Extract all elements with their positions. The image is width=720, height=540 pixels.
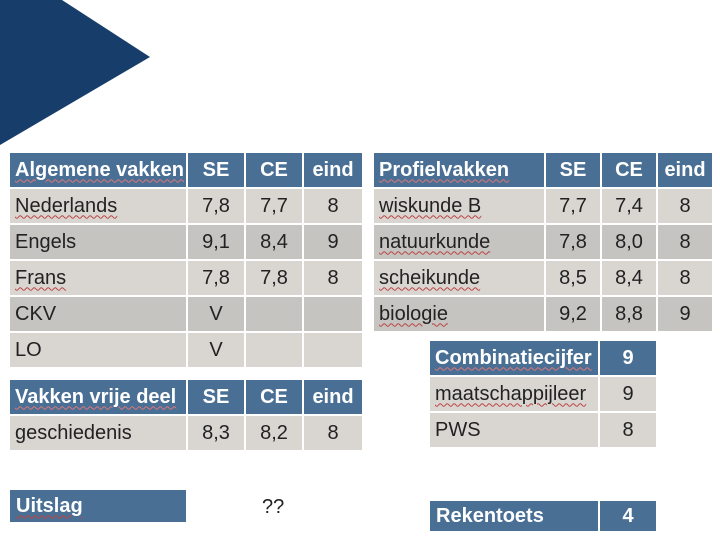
grade-cell: 8 bbox=[658, 225, 712, 259]
general-subjects-table bbox=[8, 151, 364, 369]
grade-cell: 9 bbox=[658, 297, 712, 331]
column-header: eind bbox=[304, 380, 362, 414]
table-row bbox=[10, 297, 362, 331]
result-label: Uitslag bbox=[16, 494, 83, 517]
grade-cell: 7,7 bbox=[546, 189, 600, 223]
grade-cell: 8,4 bbox=[246, 225, 302, 259]
grade-cell: 8 bbox=[304, 261, 362, 295]
grade-cell: 9 bbox=[304, 225, 362, 259]
table-row bbox=[374, 225, 712, 259]
math-test-label: Rekentoets bbox=[436, 504, 544, 527]
column-header: eind bbox=[658, 153, 712, 187]
table-header-row bbox=[10, 153, 362, 187]
subject-cell: natuurkunde bbox=[374, 225, 544, 259]
grade-cell bbox=[246, 297, 302, 331]
result-value: ?? bbox=[262, 495, 285, 518]
subject-cell: Frans bbox=[10, 261, 186, 295]
column-header: Combinatiecijfer bbox=[430, 341, 598, 375]
table-header-row bbox=[10, 380, 362, 414]
grade-cell: 8 bbox=[658, 261, 712, 295]
corner-decoration bbox=[0, 0, 160, 150]
column-header: CE bbox=[246, 380, 302, 414]
profile-subjects-table bbox=[372, 151, 714, 333]
grade-cell: 7,7 bbox=[246, 189, 302, 223]
column-header: SE bbox=[546, 153, 600, 187]
grade-cell bbox=[304, 297, 362, 331]
free-subjects-table bbox=[8, 378, 364, 452]
column-header: 9 bbox=[600, 341, 656, 375]
grade-cell: V bbox=[188, 297, 244, 331]
subject-cell: PWS bbox=[430, 413, 598, 447]
grade-cell: 7,8 bbox=[246, 261, 302, 295]
table-row bbox=[10, 225, 362, 259]
grade-cell: 8,5 bbox=[546, 261, 600, 295]
column-header: Profielvakken bbox=[374, 153, 544, 187]
subject-cell: CKV bbox=[10, 297, 186, 331]
grade-cell: 8,4 bbox=[602, 261, 656, 295]
grade-cell: V bbox=[188, 333, 244, 367]
table-row bbox=[10, 261, 362, 295]
grade-cell bbox=[304, 333, 362, 367]
table-row bbox=[374, 261, 712, 295]
table-row bbox=[10, 416, 362, 450]
grade-cell: 7,8 bbox=[546, 225, 600, 259]
subject-cell: geschiedenis bbox=[10, 416, 186, 450]
column-header: SE bbox=[188, 153, 244, 187]
table-row bbox=[374, 297, 712, 331]
column-header: Vakken vrije deel bbox=[10, 380, 186, 414]
math-test-label-bar bbox=[430, 501, 598, 531]
grade-cell: 8,8 bbox=[602, 297, 656, 331]
grade-cell: 8 bbox=[600, 413, 656, 447]
grade-cell: 8,0 bbox=[602, 225, 656, 259]
table-row bbox=[430, 377, 656, 411]
combination-grade-table bbox=[428, 339, 658, 449]
column-header: Algemene vakken bbox=[10, 153, 186, 187]
subject-cell: scheikunde bbox=[374, 261, 544, 295]
grade-cell: 9,1 bbox=[188, 225, 244, 259]
subject-cell: Nederlands bbox=[10, 189, 186, 223]
table-row bbox=[374, 189, 712, 223]
subject-cell: Engels bbox=[10, 225, 186, 259]
subject-cell: maatschappijleer bbox=[430, 377, 598, 411]
column-header: eind bbox=[304, 153, 362, 187]
table-header-row bbox=[374, 153, 712, 187]
grade-cell: 8,3 bbox=[188, 416, 244, 450]
column-header: SE bbox=[188, 380, 244, 414]
table-row bbox=[430, 413, 656, 447]
subject-cell: wiskunde B bbox=[374, 189, 544, 223]
grade-cell: 9 bbox=[600, 377, 656, 411]
table-row bbox=[10, 333, 362, 367]
grade-cell: 9,2 bbox=[546, 297, 600, 331]
grade-cell bbox=[246, 333, 302, 367]
column-header: CE bbox=[246, 153, 302, 187]
subject-cell: LO bbox=[10, 333, 186, 367]
grade-cell: 8,2 bbox=[246, 416, 302, 450]
result-label-bar bbox=[10, 490, 186, 522]
grade-cell: 7,8 bbox=[188, 189, 244, 223]
column-header: CE bbox=[602, 153, 656, 187]
grade-cell: 7,8 bbox=[188, 261, 244, 295]
grade-cell: 8 bbox=[658, 189, 712, 223]
grade-cell: 7,4 bbox=[602, 189, 656, 223]
grade-cell: 8 bbox=[304, 416, 362, 450]
table-header-row bbox=[430, 341, 656, 375]
subject-cell: biologie bbox=[374, 297, 544, 331]
math-test-value: 4 bbox=[600, 501, 656, 531]
table-row bbox=[10, 189, 362, 223]
grade-cell: 8 bbox=[304, 189, 362, 223]
